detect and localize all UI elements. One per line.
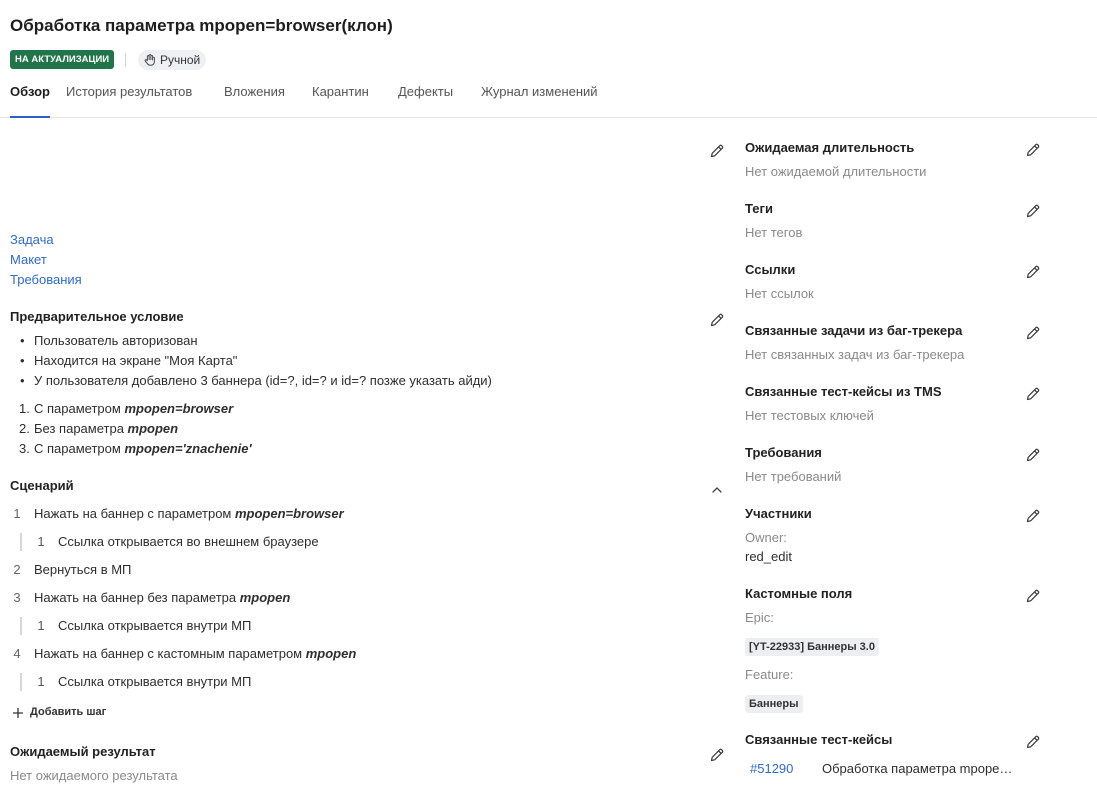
step-expected-number: 1 — [37, 618, 45, 633]
tms-cases-title: Связанные тест-кейсы из TMS — [745, 384, 942, 399]
edit-duration-icon[interactable] — [1025, 142, 1041, 158]
description-link-task[interactable]: Задача — [10, 232, 54, 247]
step-expected-row[interactable] — [0, 532, 700, 560]
step-text: Вернуться в МП — [34, 562, 132, 577]
edit-precondition-icon[interactable] — [709, 312, 725, 328]
list-text-plain: С параметром — [34, 441, 125, 456]
step-param: mpopen — [239, 590, 291, 605]
status-badge: НА АКТУАЛИЗАЦИИ — [10, 50, 114, 69]
tab-changelog[interactable]: Журнал изменений — [481, 84, 598, 99]
step-expected-divider — [20, 673, 22, 691]
list-text — [34, 419, 178, 439]
description-link-requirements[interactable]: Требования — [10, 272, 82, 287]
edit-links-icon[interactable] — [1025, 264, 1041, 280]
precondition-title: Предварительное условие — [10, 309, 184, 324]
precondition-bullet: • Пользователь авторизован — [10, 331, 198, 351]
owner-label: Owner: — [745, 530, 787, 545]
step-expected-text: Ссылка открывается внутри МП — [58, 674, 252, 689]
edit-requirements-icon[interactable] — [1025, 447, 1041, 463]
step-param: mpopen — [305, 646, 357, 661]
links-title: Ссылки — [745, 262, 796, 277]
page-title: Обработка параметра mpopen=browser(клон) — [10, 16, 393, 35]
list-text-plain: Без параметра — [34, 421, 128, 436]
step-text-plain: Нажать на баннер с параметром — [34, 506, 235, 521]
precondition-numbered-item — [10, 419, 710, 439]
related-cases-title: Связанные тест-кейсы — [745, 732, 893, 747]
edit-tms-cases-icon[interactable] — [1025, 386, 1041, 402]
tab-quarantine[interactable]: Карантин — [312, 84, 369, 99]
step-text-plain: Нажать на баннер без параметра — [34, 590, 240, 605]
list-param: mpopen=browser — [124, 401, 234, 416]
requirements-empty: Нет требований — [745, 469, 842, 484]
step-expected-divider — [20, 533, 22, 551]
list-param: mpopen='znachenie' — [124, 441, 252, 456]
tab-bar — [0, 80, 1097, 118]
edit-expected-result-icon[interactable] — [709, 747, 725, 763]
header-divider — [125, 53, 126, 67]
edit-related-cases-icon[interactable] — [1025, 734, 1041, 750]
edit-members-icon[interactable] — [1025, 508, 1041, 524]
step-text — [34, 588, 290, 608]
step-row[interactable] — [0, 560, 700, 588]
step-number: 2 — [13, 562, 21, 577]
precondition-numbered-item — [10, 399, 710, 419]
list-text-plain: С параметром — [34, 401, 125, 416]
add-step-button[interactable] — [10, 702, 106, 722]
step-number: 4 — [13, 646, 21, 661]
scenario-title: Сценарий — [10, 478, 74, 493]
epic-value-chip: [YT-22933] Баннеры 3.0 — [745, 638, 879, 656]
tab-defects[interactable]: Дефекты — [398, 84, 454, 99]
epic-label: Epic: — [745, 610, 774, 625]
tab-results-history[interactable]: История результатов — [66, 84, 193, 99]
tms-cases-empty: Нет тестовых ключей — [745, 408, 874, 423]
feature-value-chip: Баннеры — [745, 695, 803, 713]
precondition-bullet: • Находится на экране "Моя Карта" — [10, 351, 237, 371]
step-number: 1 — [13, 506, 21, 521]
members-title: Участники — [745, 506, 812, 521]
step-expected-text: Ссылка открывается внутри МП — [58, 618, 252, 633]
list-param: mpopen — [127, 421, 179, 436]
add-step-label: Добавить шаг — [30, 706, 107, 718]
test-type-chip — [138, 50, 206, 70]
step-row[interactable] — [0, 644, 700, 672]
issues-empty: Нет связанных задач из баг-трекера — [745, 347, 965, 362]
list-number: 3. — [19, 441, 30, 456]
tab-attachments[interactable]: Вложения — [224, 84, 285, 99]
tab-overview[interactable]: Обзор — [10, 80, 50, 118]
step-expected-number: 1 — [37, 534, 45, 549]
step-expected-number: 1 — [37, 674, 45, 689]
requirements-title: Требования — [745, 445, 822, 460]
step-expected-row[interactable] — [0, 616, 700, 644]
step-expected-row[interactable] — [0, 672, 700, 700]
duration-empty: Нет ожидаемой длительности — [745, 164, 927, 179]
related-case-id-link[interactable]: #51290 — [750, 761, 794, 776]
collapse-scenario-chevron-up-icon[interactable] — [709, 482, 725, 498]
test-type-label: Ручной — [160, 53, 201, 67]
duration-title: Ожидаемая длительность — [745, 140, 915, 155]
step-text — [34, 644, 356, 664]
description-link-mockup[interactable]: Макет — [10, 252, 47, 267]
list-text — [34, 439, 252, 459]
owner-value: red_edit — [745, 549, 792, 564]
precondition-bullet: • У пользователя добавлено 3 баннера (id=?, id=? и id=? позже указать айди) — [10, 371, 492, 391]
step-expected-text: Ссылка открывается во внешнем браузере — [58, 534, 319, 549]
edit-issues-icon[interactable] — [1025, 325, 1041, 341]
list-number: 1. — [19, 401, 30, 416]
step-param: mpopen=browser — [234, 506, 344, 521]
step-expected-divider — [20, 617, 22, 635]
step-row[interactable] — [0, 588, 700, 616]
plus-icon — [12, 706, 24, 718]
custom-fields-title: Кастомные поля — [745, 586, 853, 601]
edit-tags-icon[interactable] — [1025, 203, 1041, 219]
precondition-numbered-item — [10, 439, 710, 459]
links-empty: Нет ссылок — [745, 286, 814, 301]
step-text-plain: Нажать на баннер с кастомным параметром — [34, 646, 306, 661]
step-row[interactable] — [0, 504, 700, 532]
related-case-name: Обработка параметра mpope… — [822, 761, 1013, 776]
feature-label: Feature: — [745, 667, 794, 682]
edit-custom-fields-icon[interactable] — [1025, 588, 1041, 604]
tags-empty: Нет тегов — [745, 225, 803, 240]
list-text — [34, 399, 233, 419]
list-number: 2. — [19, 421, 30, 436]
issues-title: Связанные задачи из баг-трекера — [745, 323, 963, 338]
expected-result-empty: Нет ожидаемого результата — [10, 768, 178, 783]
step-text — [34, 504, 344, 524]
tags-title: Теги — [745, 201, 773, 216]
edit-description-icon[interactable] — [709, 143, 725, 159]
expected-result-title: Ожидаемый результат — [10, 744, 156, 759]
hand-icon — [143, 53, 157, 67]
step-number: 3 — [13, 590, 21, 605]
